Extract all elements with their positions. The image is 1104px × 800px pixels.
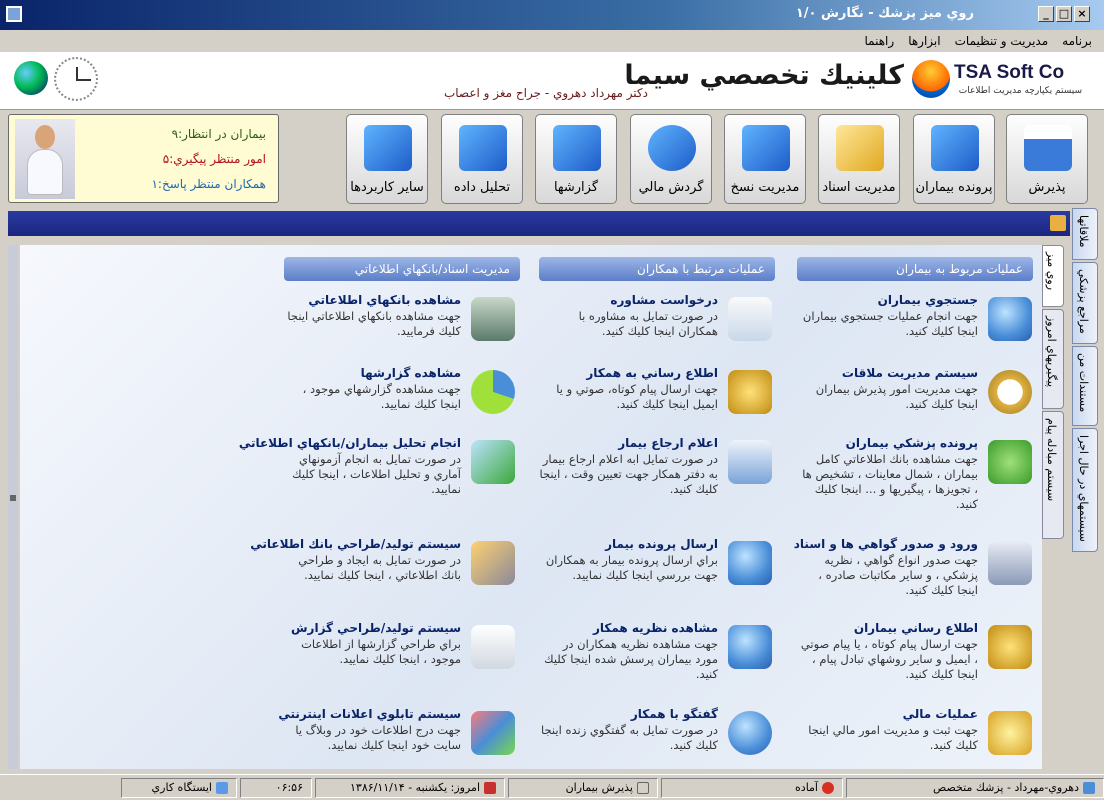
patient-file-icon <box>931 125 979 171</box>
status-ready: آماده <box>661 778 843 798</box>
consult-request-icon <box>728 297 772 341</box>
send-file-icon <box>728 541 772 585</box>
item-patient-referral[interactable]: اعلام ارجاع بيمار در صورت تمايل ابه اعلام ارجاع بيمار به دفتر همكار جهت تعيين وقت ، اينجا كليك كنيد. <box>532 436 772 496</box>
doctor-name: دكتر مهرداد دهروي - جراح مغز و اعصاب <box>443 86 648 100</box>
brand-name: TSA Soft Co <box>954 62 1065 83</box>
item-financial-operations[interactable]: عمليات مالي جهت ثبت و مديريت امور مالي اينجا كليك كنيد. <box>792 707 1032 767</box>
tab-message-exchange[interactable]: سيستم مبادله پيام <box>1042 411 1064 539</box>
item-patient-search[interactable]: جستجوي بيماران جهت انجام عمليات جستجوي بيماران اينجا كليك كنيد. <box>792 293 1032 353</box>
documents-section-header: مديريت اسناد/بانكهاي اطلاعاتي <box>284 257 520 281</box>
side-tab-appointments[interactable]: ملاقاتها <box>1072 208 1098 260</box>
calendar-icon <box>1024 125 1072 171</box>
menu-item-settings[interactable]: مديريت و تنظيمات <box>954 34 1049 48</box>
item-appointment-system[interactable]: سيستم مديريت ملاقات جهت مديريت امور پذيرش بيماران اينجا كليك كنيد. <box>792 366 1032 426</box>
referral-icon <box>728 440 772 484</box>
analysis-icon <box>471 440 515 484</box>
item-internet-bulletin[interactable]: سيستم تابلوي اعلانات اينترنتي جهت درج اطلاعات خود در وبلاگ يا سايت خود اينجا كليك نماييد. <box>275 707 515 767</box>
item-view-databases[interactable]: مشاهده بانكهاي اطلاعاتي جهت مشاهده بانكهاي اطلاعاتي اينجا كليك فرماييد. <box>275 293 515 353</box>
menu-item-help[interactable]: راهنما <box>864 34 895 48</box>
globe-icon <box>14 61 48 95</box>
money-cycle-icon <box>648 125 696 171</box>
item-send-patient-file[interactable]: ارسال پرونده بيمار براي ارسال پرونده بيمار به همكاران جهت بررسي اينجا كليك نماييد. <box>532 537 772 597</box>
tsa-sun-icon <box>912 60 950 98</box>
data-analysis-icon <box>459 125 507 171</box>
alert-icon <box>822 782 834 794</box>
menu-bar <box>0 30 1104 52</box>
item-database-design[interactable]: سيستم توليد/طراحي بانك اطلاعاتي در صورت تمايل به ايجاد و طراحي بانك اطلاعاتي ، اينجا كليك نماييد. <box>275 537 515 597</box>
menu-item-program[interactable]: برنامه <box>1062 34 1092 48</box>
toolbar-prescriptions-button[interactable]: مديريت نسخ <box>724 114 806 204</box>
pie-chart-icon <box>471 370 515 414</box>
close-button[interactable]: × <box>1074 6 1090 22</box>
patients-section-header: عمليات مربوط به بيماران <box>797 257 1033 281</box>
item-chat-colleague[interactable]: گفتگو با همكار در صورت تمايل به گفتگوي زنده اينجا كليك كنيد. <box>532 707 772 767</box>
tab-desktop[interactable]: روي ميز <box>1042 245 1064 307</box>
status-time: ۰۶:۵۶ <box>240 778 312 798</box>
reports-icon <box>553 125 601 171</box>
waiting-patients[interactable]: بيماران در انتظار:۹ <box>171 127 266 141</box>
medical-record-icon <box>988 440 1032 484</box>
status-bar <box>0 774 1104 800</box>
status-workstation[interactable]: ايستگاه كاري <box>121 778 237 798</box>
workstation-icon <box>216 782 228 794</box>
window-controls <box>1038 6 1090 22</box>
other-apps-icon <box>364 125 412 171</box>
tools-icon <box>471 541 515 585</box>
lock-broadcast-icon <box>728 370 772 414</box>
clock-icon <box>988 370 1032 414</box>
calendar-icon <box>484 782 496 794</box>
item-medical-records[interactable]: پرونده پزشكي بيماران جهت مشاهده بانك اطلاعاتي كامل بيماران ، شمال معاينات ، تشخيص ها ، تجويزها ، پيگيريها و ... اينجا كليك كنيد. <box>792 436 1032 496</box>
left-splitter[interactable] <box>8 245 18 769</box>
status-reception[interactable]: پذيرش بيماران <box>508 778 658 798</box>
side-tab-medical-references[interactable]: مراجع پزشكي <box>1072 262 1098 344</box>
finance-icon <box>988 711 1032 755</box>
main-tab-strip <box>8 211 1070 236</box>
pending-followups[interactable]: امور منتظر پيگيري:۵ <box>162 152 266 166</box>
clinic-name: كلينيك تخصصي سيما <box>624 60 904 91</box>
reception-icon <box>637 782 649 794</box>
app-icon[interactable] <box>6 6 22 22</box>
document-folder-icon <box>836 125 884 171</box>
toolbar-reception-button[interactable]: پذيرش <box>1006 114 1088 204</box>
patient-search-icon <box>988 297 1032 341</box>
item-view-colleague-opinion[interactable]: مشاهده نظريه همكار جهت مشاهده نظريه همكاران در مورد بيماران پرسش شده اينجا كليك كنيد. <box>532 621 772 681</box>
notification-panel <box>8 114 279 203</box>
antenna-icon <box>988 625 1032 669</box>
item-report-design[interactable]: سيستم توليد/طراحي گزارش براي طراحي گزارشها از اطلاعات موجود ، اينجا كليك نماييد. <box>275 621 515 681</box>
item-data-analysis[interactable]: انجام تحليل بيماران/بانكهاي اطلاعاتي در صورت تمايل به انجام آزمونهاي آماري و تحليل اطلاعات ، اينجا كليك نماييد. <box>275 436 515 496</box>
status-user: دهروي-مهرداد - پزشك متخصص <box>846 778 1104 798</box>
clock-icon <box>54 57 98 101</box>
item-consult-request[interactable]: درخواست مشاوره در صورت تمايل به مشاوره با همكاران اينجا كليك كنيد. <box>532 293 772 353</box>
colleagues-section-header: عمليات مرتبط با همكاران <box>539 257 775 281</box>
title-bar <box>0 0 1104 30</box>
view-opinion-icon <box>728 625 772 669</box>
brand-subtitle: سيستم يكپارچه مديريت اطلاعات <box>958 86 1082 96</box>
home-icon[interactable] <box>1050 215 1066 231</box>
item-view-reports[interactable]: مشاهده گزارشها جهت مشاهده گزارشهاي موجود ، اينجا كليك نماييد. <box>275 366 515 426</box>
toolbar-reports-button[interactable]: گزارشها <box>535 114 617 204</box>
tsa-logo <box>912 58 1092 104</box>
status-date: امروز: يكشنبه - ۱۳۸۶/۱۱/۱۴ <box>315 778 505 798</box>
bulletin-icon <box>471 711 515 755</box>
menu-item-tools[interactable]: ابزارها <box>908 34 941 48</box>
user-icon <box>1083 782 1095 794</box>
item-certificates[interactable]: ورود و صدور گواهي ها و اسناد جهت صدور انواع گواهي ، نظريه پزشكي ، و ساير مكاتبات صادره ، اينجا كليك كنيد. <box>792 537 1032 597</box>
chat-icon <box>728 711 772 755</box>
item-notify-colleague[interactable]: اطلاع رساني به همكار جهت ارسال پيام كوتاه، صوتي و يا ايميل اينجا كليك كنيد. <box>532 366 772 426</box>
side-tab-my-documents[interactable]: مستندات من <box>1072 346 1098 426</box>
doctor-avatar <box>15 119 75 199</box>
window-title: روي ميز پزشك - نگارش ۱/۰ <box>795 6 974 21</box>
maximize-button[interactable]: □ <box>1056 6 1072 22</box>
item-patient-notification[interactable]: اطلاع رساني بيماران جهت ارسال پيام كوتاه ، يا پيام صوتي ، ايميل و ساير روشهاي تبادل پيام ، اينجا كليك كنيد. <box>792 621 1032 681</box>
toolbar-documents-button[interactable]: مديريت اسناد <box>818 114 900 204</box>
minimize-button[interactable]: _ <box>1038 6 1054 22</box>
header-banner <box>0 52 1104 110</box>
colleagues-waiting[interactable]: همكاران منتظر پاسخ:۱ <box>151 177 266 191</box>
cabinet-icon <box>471 297 515 341</box>
toolbar-finance-button[interactable]: گردش مالي <box>630 114 712 204</box>
tab-today-followups[interactable]: پيگيريهاي امروز <box>1042 309 1064 409</box>
toolbar-data-analysis-button[interactable]: تحليل داده <box>441 114 523 204</box>
report-design-icon <box>471 625 515 669</box>
printer-icon <box>988 541 1032 585</box>
toolbar-patient-files-button[interactable]: پرونده بيماران <box>913 114 995 204</box>
toolbar-other-apps-button[interactable]: ساير كاربردها <box>346 114 428 204</box>
side-tab-running-systems[interactable]: سيستمهاي در حال اجرا <box>1072 428 1098 552</box>
prescription-icon <box>742 125 790 171</box>
